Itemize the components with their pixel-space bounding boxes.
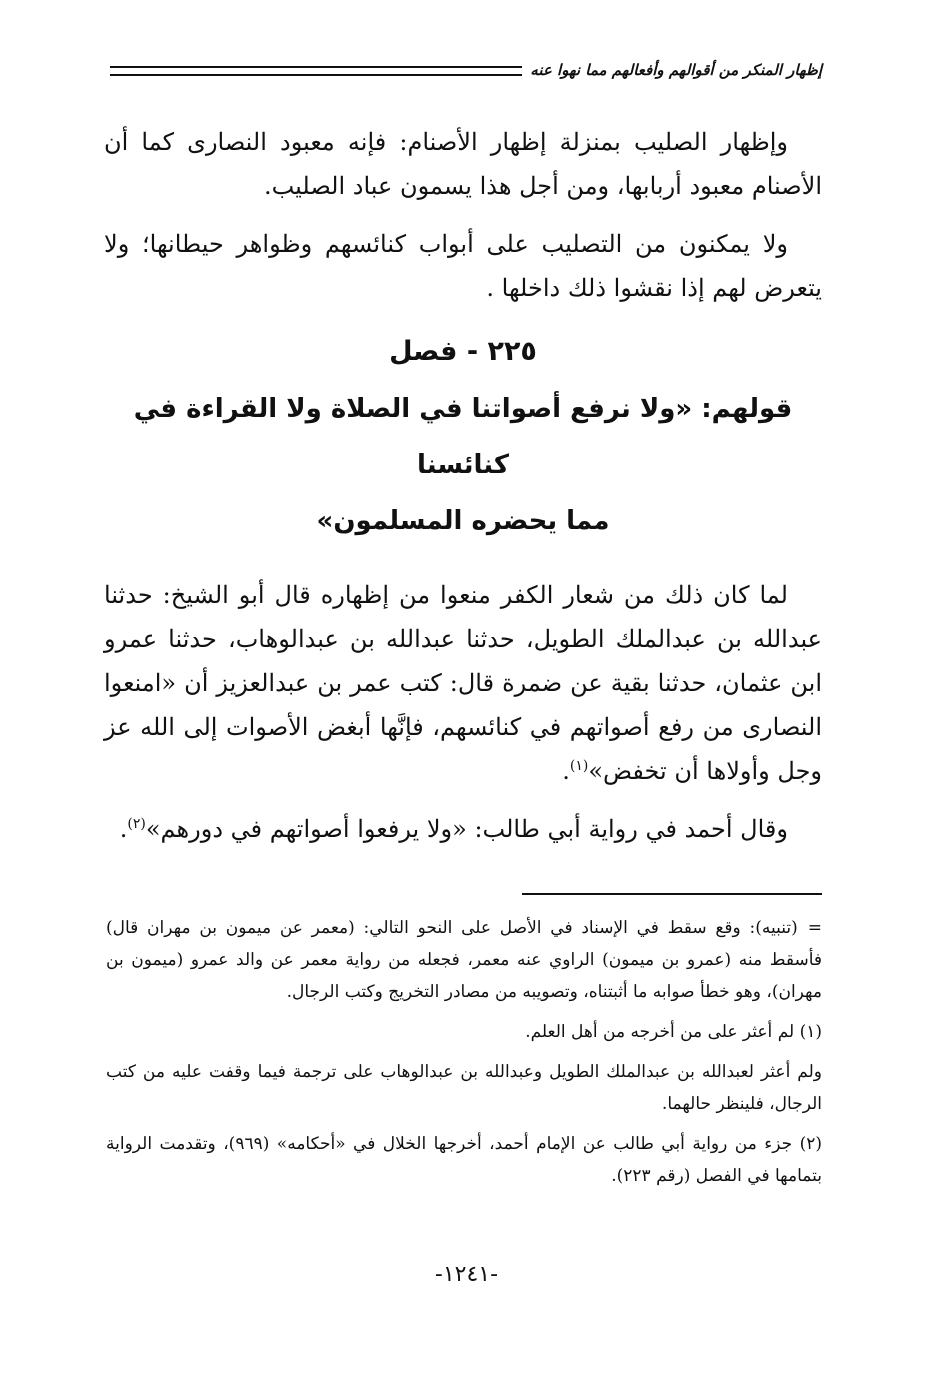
- footnote-1-continued: ولم أعثر لعبدالله بن عبدالملك الطويل وعبدالله بن عبدالوهاب على ترجمة فيما وقفت عليه من كتب الرجال، فلينظر حالهما.: [106, 1062, 822, 1114]
- paragraph-2: ولا يمكنون من التصليب على أبواب كنائسهم وظواهر حيطانها؛ ولا يتعرض لهم إذا نقشوا ذلك داخلها .: [104, 230, 822, 302]
- section-title-line-1: قولهم: «ولا نرفع أصواتنا في الصلاة ولا القراءة في كنائسنا: [133, 394, 793, 480]
- main-text: [104, 120, 822, 865]
- paragraph-4-text: وقال أحمد في رواية أبي طالب: «ولا يرفعوا أصواتهم في دورهم»: [145, 815, 788, 843]
- paragraph-3-end: .: [562, 757, 570, 785]
- footnote-continued: [106, 912, 822, 1008]
- footnote-continued-text: (تنبيه): وقع سقط في الإسناد في الأصل على النحو التالي: (معمر عن ميمون بن مهران قال) فأسقط منه (عمرو بن ميمون) الراوي عنه معمر، فجعله من رواية معمر عن والد عمرو (ميمون بن مهران)، وهو خطأ صوابه ما أثبتناه، وتصويبه من مصادر التخريج وكتب الرجال.: [106, 918, 822, 1002]
- header-title: إظهار المنكر من أقوالهم وأفعالهم مما نهوا عنه: [530, 61, 822, 79]
- paragraph-4: [104, 807, 822, 851]
- section-number: ٢٢٥ - فصل: [389, 336, 537, 367]
- continuation-mark: =: [807, 918, 822, 938]
- footnotes: [106, 912, 822, 1200]
- footnote-2: (٢) جزء من رواية أبي طالب عن الإمام أحمد، أخرجها الخلال في «أحكامه» (٩٦٩)، وتقدمت الرواية بتمامها في الفصل (رقم ٢٢٣).: [106, 1134, 822, 1186]
- footnote-separator: [522, 893, 822, 895]
- paragraph-3: [104, 573, 822, 793]
- paragraph-3-text: لما كان ذلك من شعار الكفر منعوا من إظهاره قال أبو الشيخ: حدثنا عبدالله بن عبدالملك الطويل، حدثنا عبدالله بن عبدالوهاب، حدثنا عمرو ابن عثمان، حدثنا بقية عن ضمرة قال: كتب عمر بن عبدالعزيز أن «امنعوا النصارى من رفع أصواتهم في كنائسهم، فإنَّها أبغض الأصوات إلى الله عز وجل وأولاها أن تخفض»: [104, 581, 822, 785]
- footnote-ref-2[interactable]: (٢): [127, 816, 146, 832]
- section-title: [104, 381, 822, 549]
- paragraph-1: وإظهار الصليب بمنزلة إظهار الأصنام: فإنه معبود النصارى كما أن الأصنام معبود أربابها، ومن أجل هذا يسمون عباد الصليب.: [104, 128, 822, 200]
- paragraph-4-end: .: [119, 815, 128, 843]
- section-title-line-2: مما يحضره المسلمون»: [316, 506, 610, 536]
- running-header: [110, 56, 822, 84]
- footnote-ref-1[interactable]: (١): [569, 758, 589, 774]
- page-number: -١٢٤١-: [434, 1262, 499, 1287]
- footnote-1: (١) لم أعثر على من أخرجه من أهل العلم.: [525, 1022, 822, 1042]
- header-rule: [110, 66, 522, 76]
